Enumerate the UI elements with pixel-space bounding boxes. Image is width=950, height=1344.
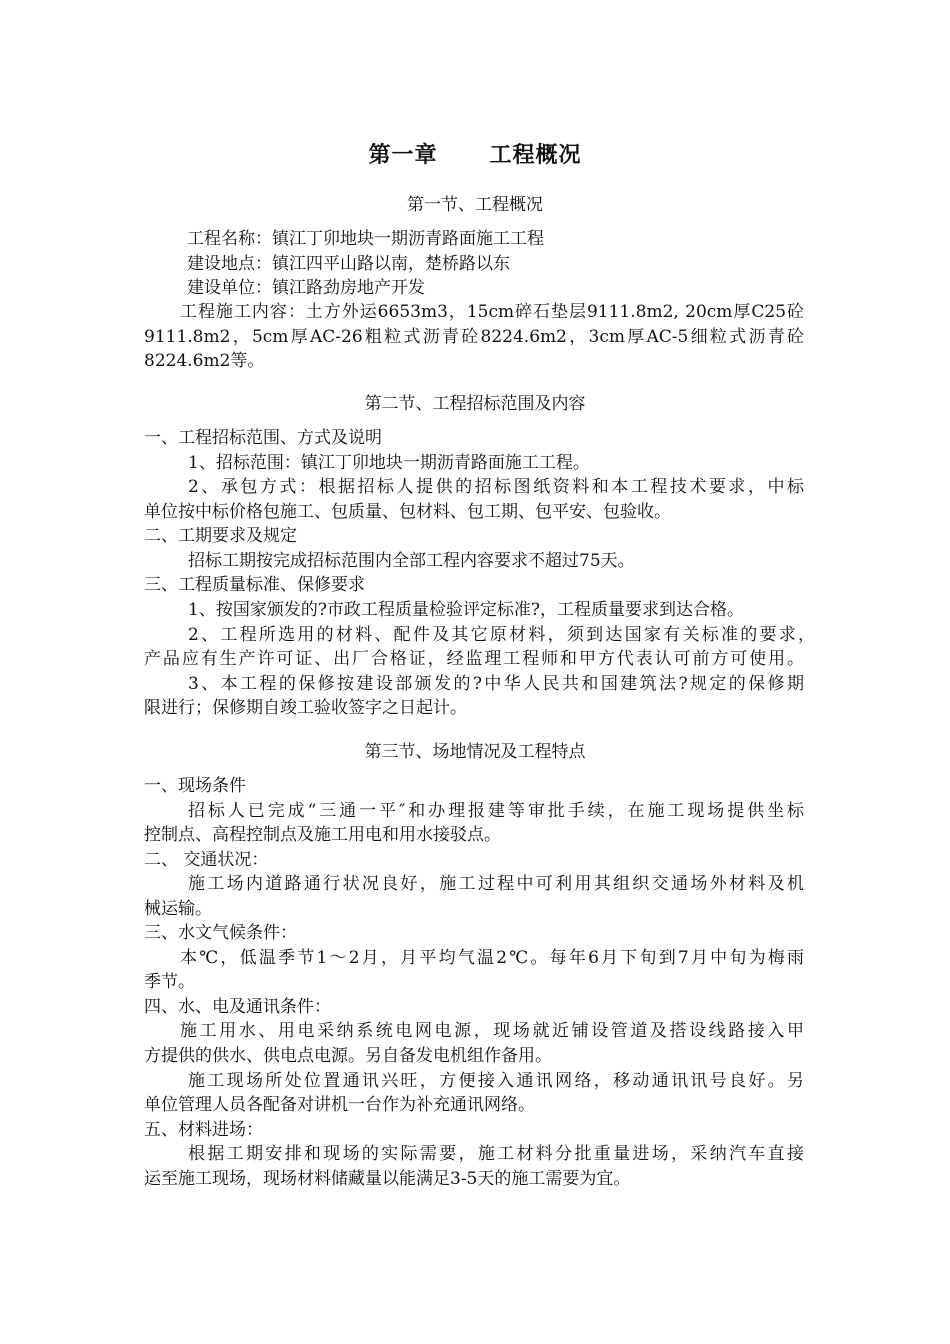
paragraph-line: 单位按中标价格包施工、包质量、包材料、包工期、包平安、包验收。 bbox=[144, 502, 671, 522]
paragraph-line: 8224.6m2等。 bbox=[144, 351, 265, 371]
paragraph-line: 本℃，低温季节1～2月，月平均气温2℃。每年6月下旬到7月中旬为梅雨 bbox=[180, 948, 804, 968]
paragraph-line: 2、承包方式：根据招标人提供的招标图纸资料和本工程技术要求，中标 bbox=[188, 477, 804, 497]
heading-line: 一、工程招标范围、方式及说明 bbox=[144, 428, 382, 448]
paragraph-line: 方提供的供水、供电点电源。另自备发电机组作备用。 bbox=[144, 1046, 552, 1066]
paragraph-line: 施工用水、用电采纳系统电网电源，现场就近铺设管道及搭设线路接入甲 bbox=[180, 1021, 804, 1041]
construction-unit: 建设单位：镇江路劲房地产开发 bbox=[187, 278, 425, 298]
paragraph-line: 运至施工现场，现场材料储藏量以能满足3-5天的施工需要为宜。 bbox=[144, 1169, 631, 1189]
section-title: 第三节、场地情况及工程特点 bbox=[364, 742, 586, 762]
project-name: 工程名称：镇江丁卯地块一期沥青路面施工工程 bbox=[187, 229, 544, 249]
paragraph-line: 单位管理人员各配备对讲机一台作为补充通讯网络。 bbox=[144, 1095, 535, 1115]
paragraph-line: 招标工期按完成招标范围内全部工程内容要求不超过75天。 bbox=[188, 551, 635, 571]
paragraph-line: 施工现场所处位置通讯兴旺，方便接入通讯网络，移动通讯讯号良好。另 bbox=[188, 1071, 804, 1091]
paragraph-line: 工程施工内容：土方外运6653m3，15cm碎石垫层9111.8m2, 20cm厚C25砼 bbox=[180, 302, 804, 322]
paragraph-line: 1、按国家颁发的?市政工程质量检验评定标准?，工程质量要求到达合格。 bbox=[188, 600, 745, 620]
paragraph-line: 限进行；保修期自竣工验收签字之日起计。 bbox=[144, 698, 467, 718]
heading-line: 二、工期要求及规定 bbox=[144, 526, 297, 546]
paragraph-line: 1、招标范围：镇江丁卯地块一期沥青路面施工工程。 bbox=[188, 453, 590, 473]
project-location: 建设地点：镇江四平山路以南，楚桥路以东 bbox=[187, 254, 510, 274]
paragraph-line: 根据工期安排和现场的实际需要，施工材料分批重量进场，采纳汽车直接 bbox=[188, 1144, 804, 1164]
heading-line: 五、材料进场： bbox=[144, 1120, 263, 1140]
paragraph-line: 9111.8m2，5cm厚AC-26粗粒式沥青砼8224.6m2，3cm厚AC-5细粒式沥青砼 bbox=[144, 327, 804, 347]
chapter-title: 第一章 工程概况 bbox=[368, 142, 582, 168]
heading-line: 三、水文气候条件： bbox=[144, 923, 297, 943]
heading-line: 一、现场条件 bbox=[144, 776, 246, 796]
paragraph-line: 施工场内道路通行状况良好，施工过程中可利用其组织交通场外材料及机 bbox=[188, 874, 804, 894]
section-title: 第二节、工程招标范围及内容 bbox=[364, 394, 586, 414]
paragraph-line: 季节。 bbox=[144, 972, 195, 992]
paragraph-line: 2、工程所选用的材料、配件及其它原材料，须到达国家有关标准的要求， bbox=[188, 625, 815, 645]
heading-line: 三、工程质量标准、保修要求 bbox=[144, 575, 365, 595]
paragraph-line: 3、本工程的保修按建设部颁发的?中华人民共和国建筑法?规定的保修期 bbox=[188, 674, 804, 694]
heading-line: 四、水、电及通讯条件： bbox=[144, 997, 331, 1017]
paragraph-line: 控制点、高程控制点及施工用电和用水接驳点。 bbox=[144, 825, 501, 845]
paragraph-line: 产品应有生产许可证、出厂合格证，经监理工程师和甲方代表认可前方可使用。 bbox=[144, 649, 804, 669]
heading-line: 二、 交通状况： bbox=[144, 850, 269, 870]
paragraph-line: 招标人已完成“三通一平″和办理报建等审批手续，在施工现场提供坐标 bbox=[188, 801, 804, 821]
section-title: 第一节、工程概况 bbox=[407, 195, 543, 215]
paragraph-line: 械运输。 bbox=[144, 899, 212, 919]
